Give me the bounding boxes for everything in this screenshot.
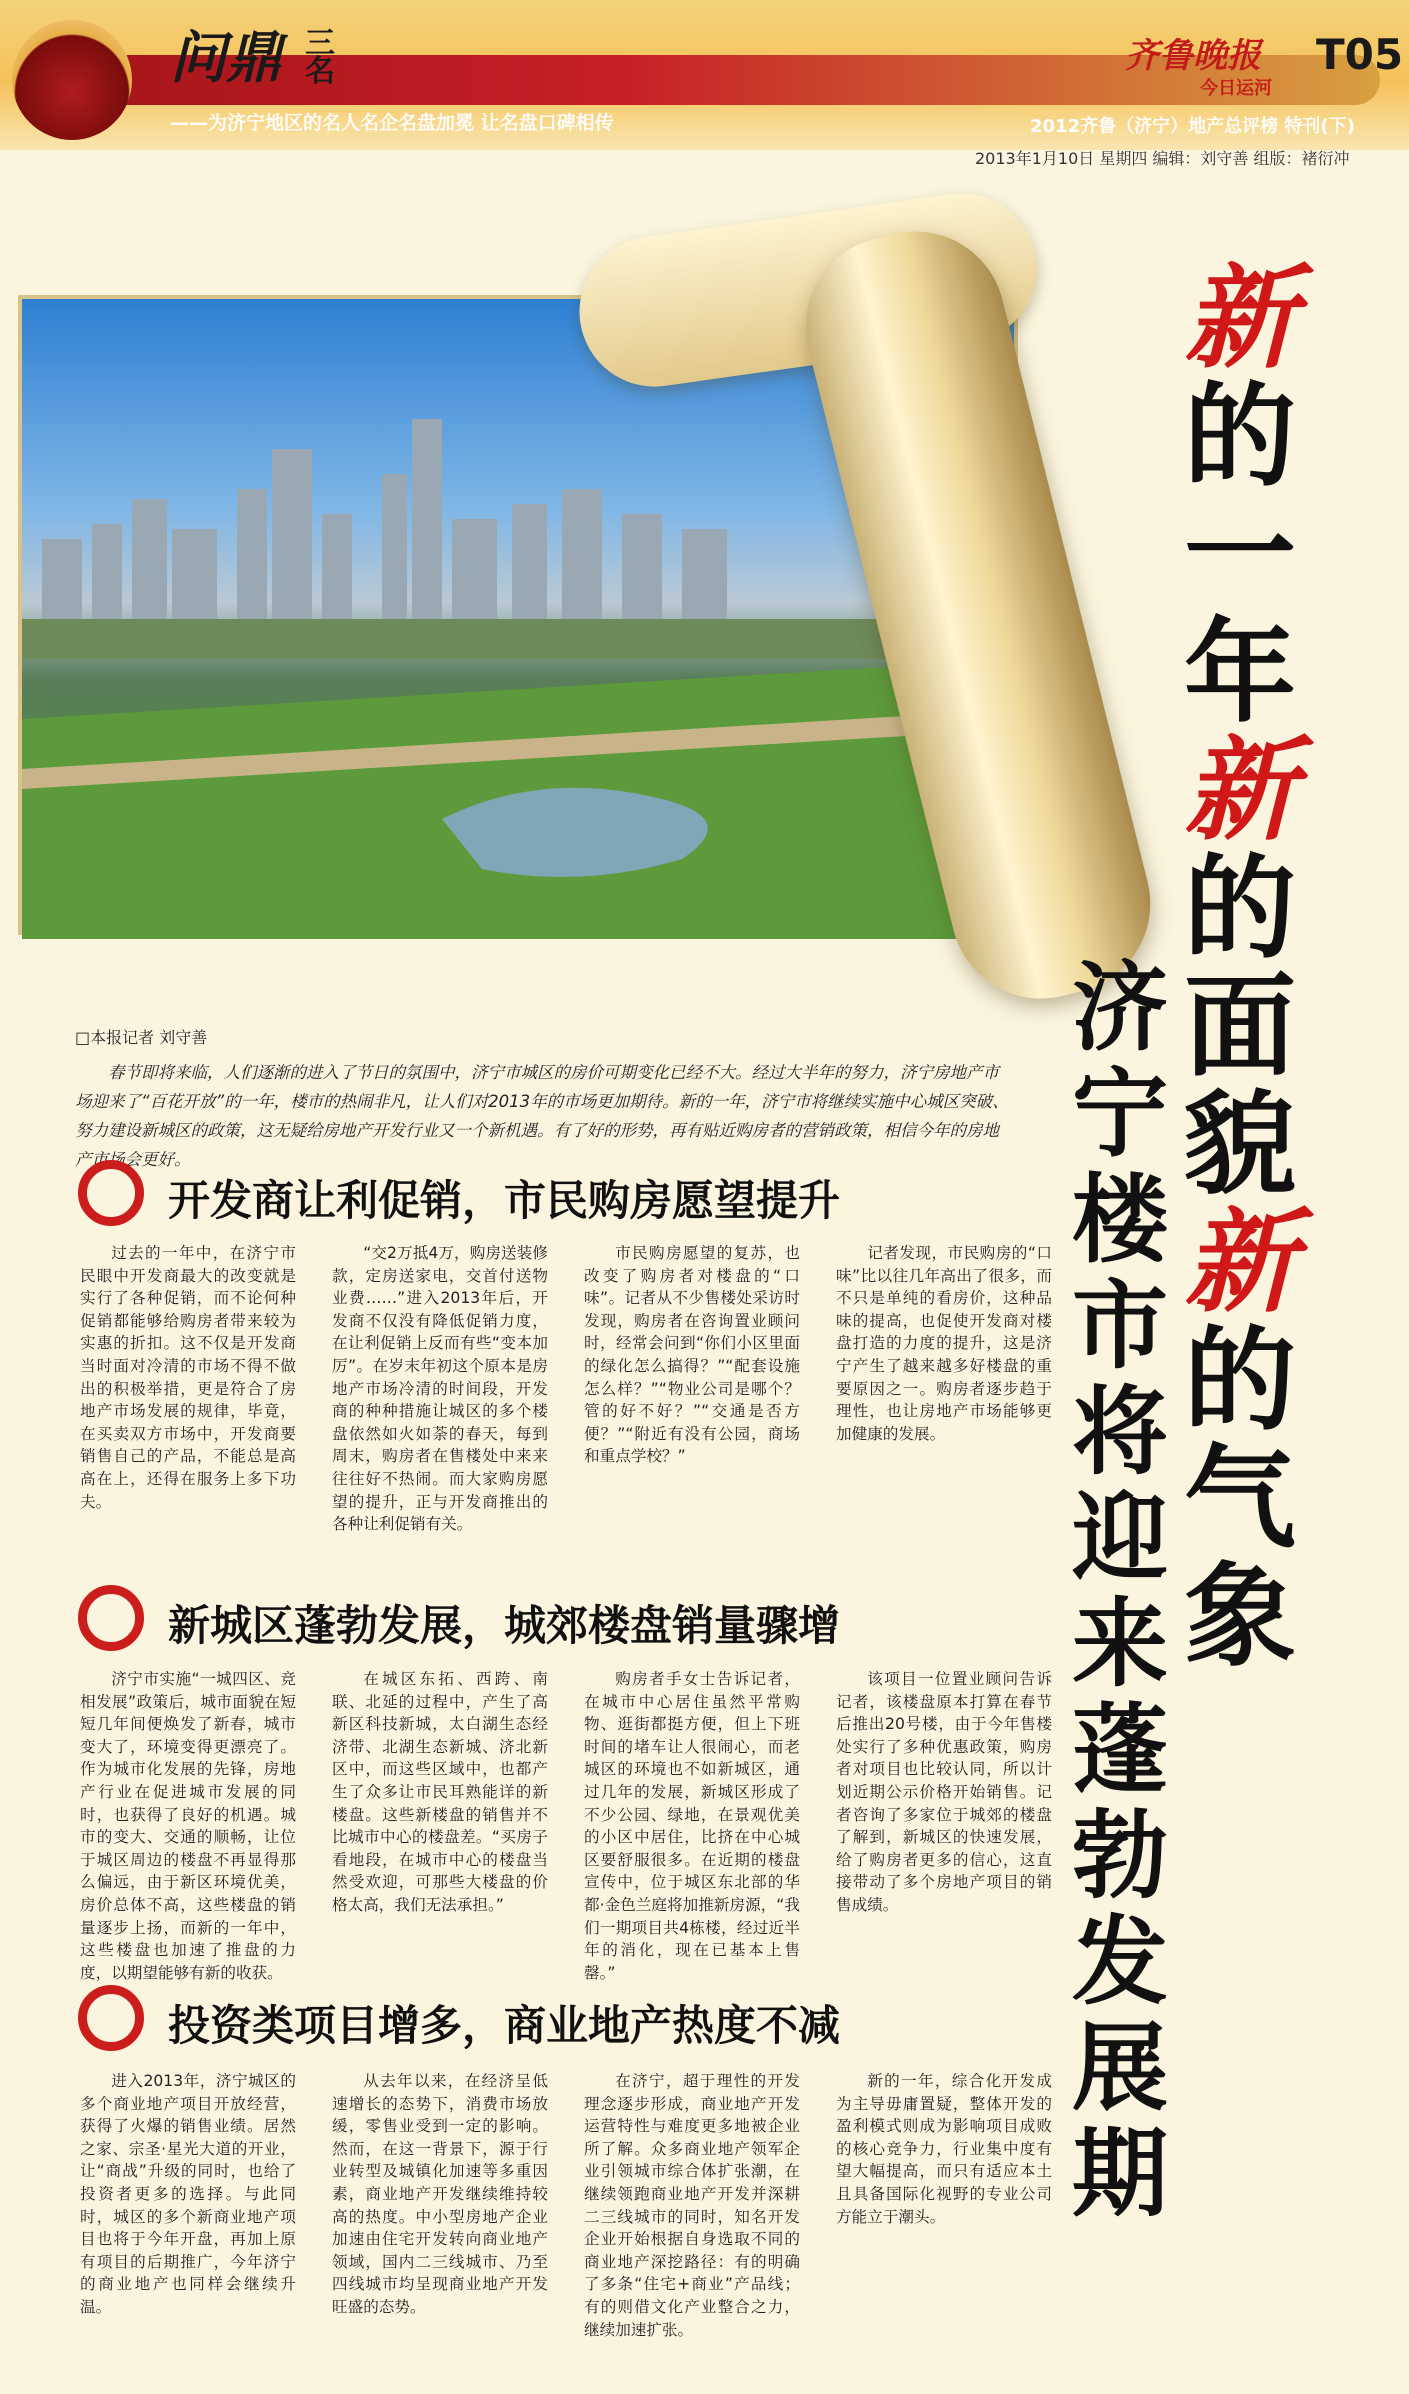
section-circle-icon	[78, 1585, 144, 1651]
text-column: 济宁市实施“一城四区、竞相发展”政策后，城市面貌在短短几年间便焕发了新春，城市变大了，环境变得更漂亮了。作为城市化发展的先锋，房地产行业在促进城市发展的同时，也获得了良好的机遇。城市的变大、交通的顺畅，让位于城区周边的楼盘不再显得那么偏远，由于新区环境优美，房价总体不高，这些楼盘的销量逐步上扬，而新的一年中，这些楼盘也加速了推盘的力度，以期望能够有新的收获。	[80, 1670, 296, 1982]
section-body	[80, 1668, 1060, 1982]
headline-char: 新	[1184, 1197, 1296, 1328]
text-column: 进入2013年，济宁城区的多个商业地产项目开放经营，获得了火爆的销售业绩。居然之家、宗圣·星光大道的开业，让“商战”升级的同时，也给了投资者更多的选择。与此同时，城区的多个新商业地产项目也将于今年开盘，再加上原有项目的后期推广，今年济宁的商业地产也同样会继续升温。	[80, 2072, 296, 2316]
section-title: 开发商让利促销，市民购房愿望提升	[168, 1176, 841, 1225]
section-name: 今日运河	[1200, 78, 1272, 99]
text-column: 该项目一位置业顾问告诉记者，该楼盘原本打算在春节后推出20号楼，由于今年售楼处实行了多种优惠政策，购房者对项目也比较认同，所以计划近期公示价格开始销售。记者咨询了多家位于城郊的楼盘了解到，新城区的快速发展，给了购房者更多的信心，这直接带动了多个房地产项目的销售成绩。	[836, 1670, 1052, 1914]
crown-emblem-icon	[12, 20, 132, 140]
headline-char: 济	[1072, 952, 1168, 1064]
text-column: 购房者手女士告诉记者，在城市中心居住虽然平常购物、逛街都挺方便，但上下班时间的堵车让人很闹心，而老城区的环境也不如新城区，通过几年的发展，新城区形成了不少公园、绿地，在景观优美的小区中居住，比挤在中心城区要舒服很多。在近期的楼盘宣传中，位于城区东北部的华都·金色兰庭将加推新房源，“我们一期项目共4栋楼，经过近半年的消化，现在已基本上售罄。”	[584, 1670, 800, 1982]
headline-char: 年	[1184, 608, 1296, 738]
headline-char: 来	[1072, 1588, 1168, 1700]
masthead-banner	[0, 0, 1409, 150]
headline-char: 象	[1184, 1552, 1296, 1682]
headline-char: 楼	[1072, 1164, 1168, 1276]
text-column: 在济宁，超于理性的开发理念逐步形成，商业地产开发运营特性与难度更多地被企业所了解。众多商业地产领军企业引领城市综合体扩张潮，在继续领跑商业地产开发并深耕二三线城市的同时，知名开发企业开始根据自身选取不同的商业地产深挖路径：有的明确了多条“住宅+商业”产品线；有的则借文化产业整合之力，继续加速扩张。	[584, 2072, 800, 2339]
headline-char: 展	[1072, 2012, 1168, 2124]
headline-char: 的	[1184, 844, 1296, 974]
section-body	[80, 2070, 1060, 2360]
text-column: 市民购房愿望的复苏，也改变了购房者对楼盘的“口味”。记者从不少售楼处采访时发现，购房者在咨询置业顾问时，经常会问到“你们小区里面的绿化怎么搞得？”“配套设施怎么样？”“物业公司是哪个？管的好不好？”“交通是否方便？”“附近有没有公园，商场和重点学校？”	[584, 1244, 800, 1466]
headline-char: 发	[1072, 1906, 1168, 2018]
column-brand-sub: 三名	[305, 26, 335, 89]
headline-char: 貌	[1184, 1080, 1296, 1210]
section-heading	[78, 1160, 1038, 1230]
headline-char: 的	[1184, 1316, 1296, 1446]
text-column: 在城区东拓、西跨、南联、北延的过程中，产生了高新区科技新城，太白湖生态经济带、北湖生态新城、济北新区中，而这些区域中，也都产生了众多让市民耳熟能详的新楼盘。这些新楼盘的销售并不比城市中心的楼盘差。“买房子看地段，在城市中心的楼盘当然受欢迎，可那些大楼盘的价格太高，我们无法承担。”	[332, 1670, 548, 1914]
lead-paragraph: 春节即将来临，人们逐渐的进入了节日的氛围中，济宁市城区的房价可期变化已经不大。经过大半年的努力，济宁房地产市场迎来了“百花开放”的一年，楼市的热闹非凡，让人们对2013年的市场更加期待。新的一年，济宁市将继续实施中心城区突破、努力建设新城区的政策，这无疑给房地产开发行业又一个新机遇。有了好的形势，再有贴近购房者的营销政策，相信今年的房地产市场会更好。	[75, 1063, 1009, 1169]
feature-photo-area	[18, 295, 1073, 995]
dateline: 2013年1月10日 星期四 编辑：刘守善 组版：褚衍冲	[975, 149, 1350, 168]
headline-char: 新	[1184, 253, 1296, 384]
section-body	[80, 1242, 1060, 1572]
byline: □本报记者 刘守善	[75, 1028, 208, 1047]
headline-char: 期	[1072, 2118, 1168, 2230]
text-column: 从去年以来，在经济呈低速增长的态势下，消费市场放缓，零售业受到一定的影响。然而，在这一背景下，源于行业转型及城镇化加速等多重因素，商业地产开发继续维持较高的热度。中小型房地产企业加速由住宅开发转向商业地产领域，国内二三线城市、乃至四线城市均呈现商业地产开发旺盛的态势。	[332, 2072, 548, 2316]
headline-char: 迎	[1072, 1482, 1168, 1594]
paper-name: 齐鲁晚报	[1125, 36, 1261, 76]
headline-char: 气	[1184, 1434, 1296, 1564]
headline-char: 一	[1184, 490, 1296, 620]
headline-char: 勃	[1072, 1800, 1168, 1912]
series-title: 2012齐鲁（济宁）地产总评榜 特刊(下)	[1030, 116, 1355, 137]
section-title: 新城区蓬勃发展，城郊楼盘销量骤增	[168, 1601, 841, 1650]
headline-char: 市	[1072, 1270, 1168, 1382]
column-brand: 问鼎	[170, 25, 282, 91]
section-circle-icon	[78, 1985, 144, 2051]
section-heading	[78, 1585, 1038, 1655]
headline-line-1	[1165, 253, 1315, 1682]
text-column: 过去的一年中，在济宁市民眼中开发商最大的改变就是实行了各种促销，而不论何种促销都能够给购房者带来较为实惠的折扣。这不仅是开发商当时面对冷清的市场不得不做出的积极举措，更是符合了房地产市场发展的规律，毕竟，在买卖双方市场中，开发商要销售自己的产品，不能总是高高在上，还得在服务上多下功夫。	[80, 1244, 296, 1511]
text-column: 新的一年，综合化开发成为主导毋庸置疑，整体开发的盈利模式则成为影响项目成败的核心竞争力，行业集中度有望大幅提高，而只有适应本土且具备国际化视野的专业公司方能立于潮头。	[836, 2072, 1052, 2226]
headline-char: 蓬	[1072, 1694, 1168, 1806]
headline-char: 宁	[1072, 1058, 1168, 1170]
text-column: 记者发现，市民购房的“口味”比以往几年高出了很多，而不只是单纯的看房价，这种品味的提高，也促使开发商对楼盘打造的力度的提升，这是济宁产生了越来越多好楼盘的重要原因之一。购房者逐步趋于理性，也让房地产市场能够更加健康的发展。	[836, 1244, 1052, 1443]
headline-line-2	[1065, 952, 1175, 2230]
page-number: T05	[1316, 30, 1404, 79]
section-circle-icon	[78, 1160, 144, 1226]
headline-char: 新	[1184, 725, 1296, 856]
section-heading	[78, 1985, 1038, 2055]
headline-char: 面	[1184, 962, 1296, 1092]
column-tagline: ——为济宁地区的名人名企名盘加冕 让名盘口碑相传	[170, 112, 614, 134]
text-column: “交2万抵4万，购房送装修款，定房送家电，交首付送物业费……”进入2013年后，开发商不仅没有降低促销力度，在让利促销上反而有些“变本加厉”。在岁末年初这个原本是房地产市场冷清的时间段，开发商的种种措施让城区的多个楼盘依然如火如荼的春天，每到周末，购房者在售楼处中来来往往好不热闹。而大家购房愿望的提升，正与开发商推出的各种让利促销有关。	[332, 1244, 548, 1534]
section-title: 投资类项目增多，商业地产热度不减	[168, 2001, 841, 2050]
headline-char: 的	[1184, 372, 1296, 502]
headline-char: 将	[1072, 1376, 1168, 1488]
